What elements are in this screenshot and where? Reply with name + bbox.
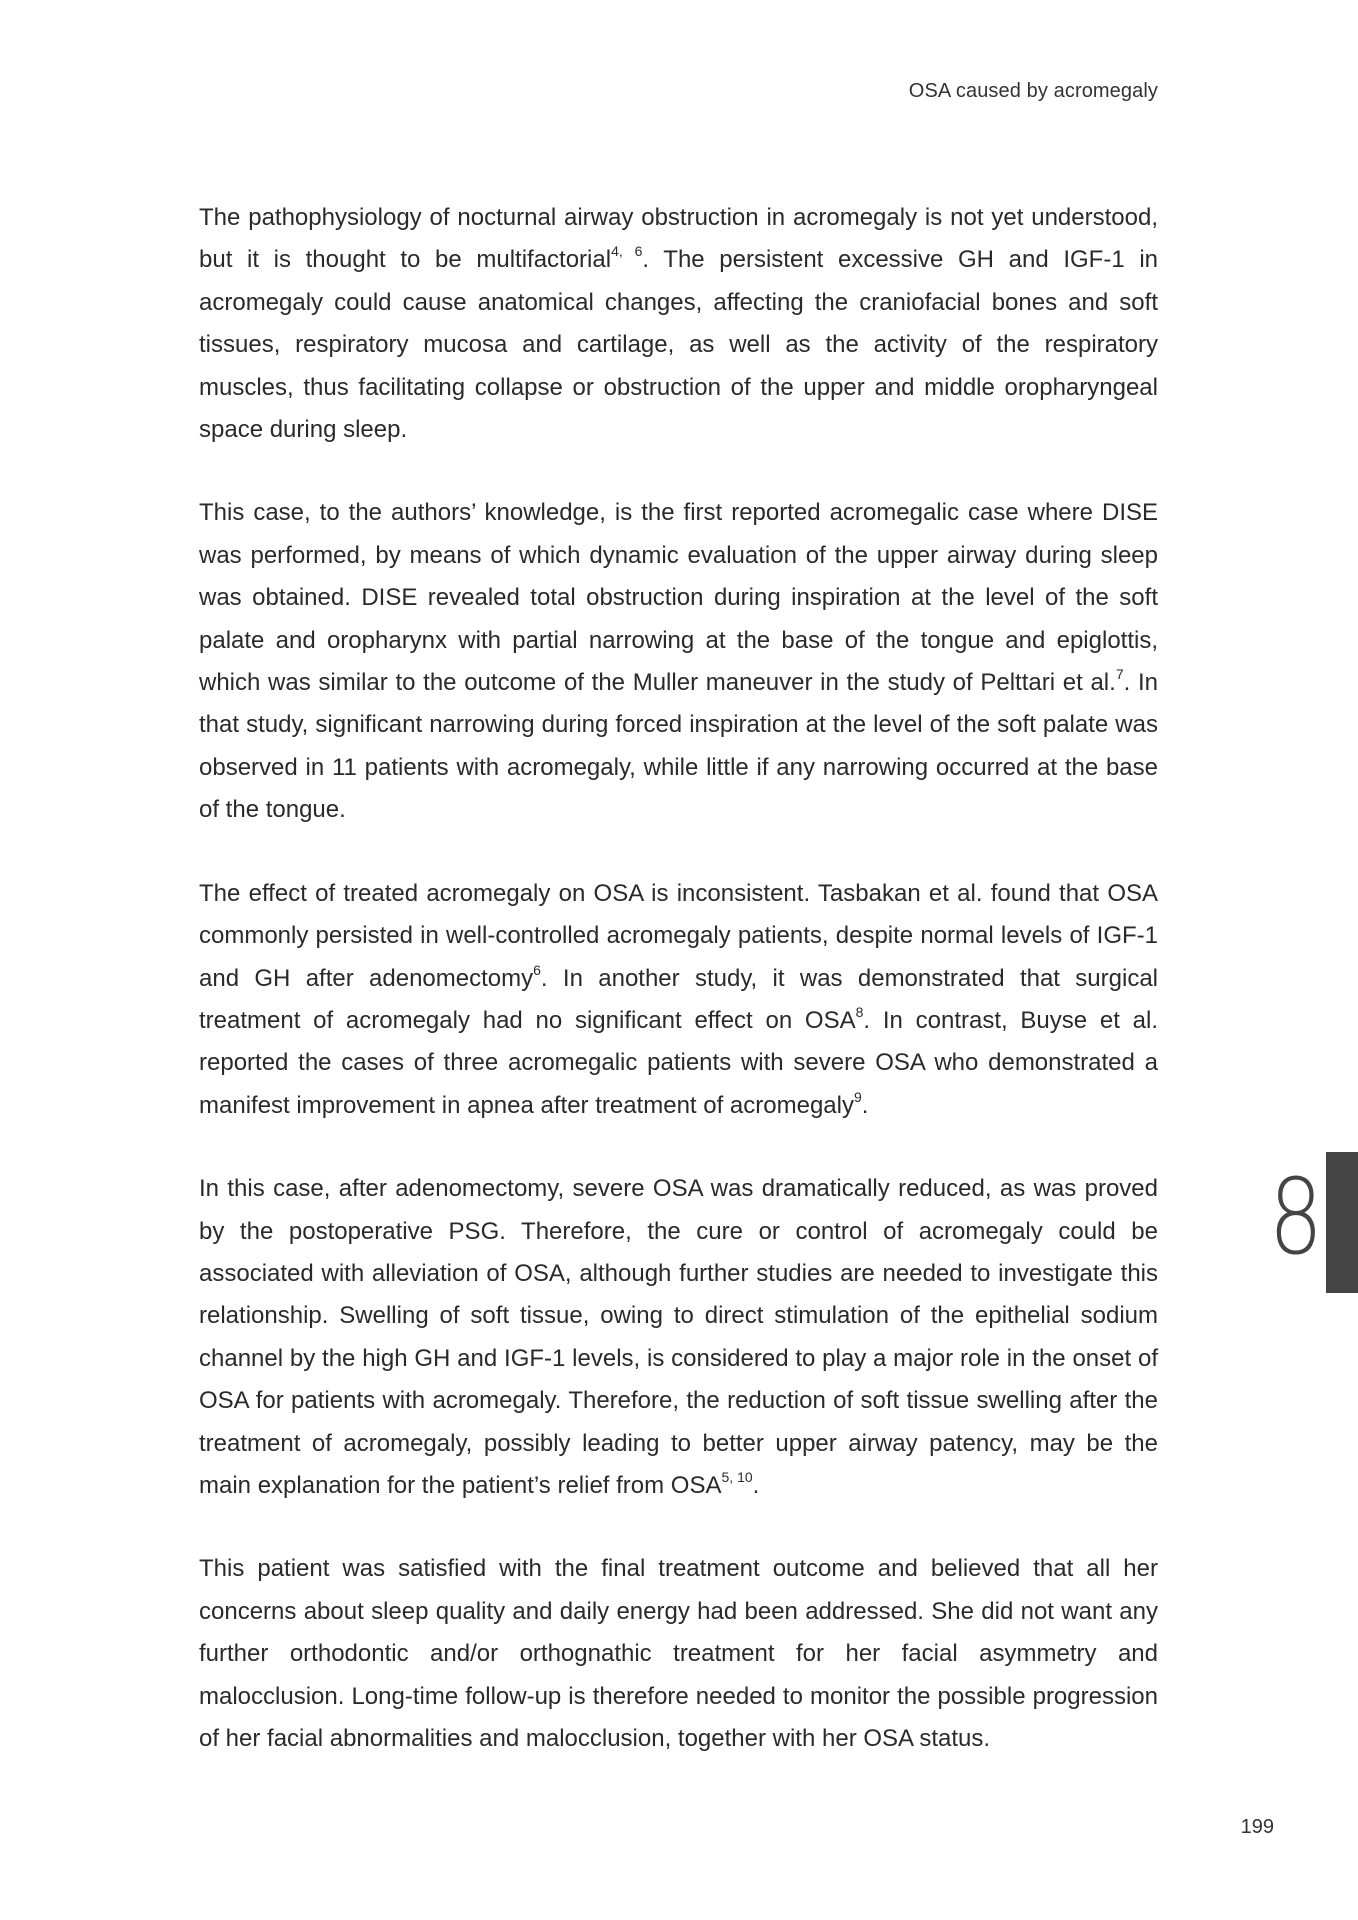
paragraph-treatment-effect [199, 873, 1158, 1127]
paragraph-patient-satisfaction [199, 1548, 1158, 1760]
citation-superscript: 8 [855, 1003, 864, 1020]
paragraph-text: . In that study, significant narrowing during forced inspiration at the level of the soft palate was observed in 11 patients with acromegaly, while little if any narrowing occurred at the base of the tongue. [199, 669, 1158, 824]
citation-superscript: 9 [853, 1088, 862, 1105]
page-number: 199 [1240, 1816, 1274, 1838]
paragraph-pathophysiology [199, 197, 1158, 451]
paragraph-text: In this case, after adenomectomy, severe OSA was dramatically reduced, as was proved by the postoperative PSG. Therefore, the cure or control of acromegaly could be associated with alleviation of OSA, although further studies are needed to investigate this relationship. Swelling of soft tissue, owing to direct stimulation of the epithelial sodium channel by the high GH and IGF-1 levels, is considered to play a major role in the onset of OSA for patients with acromegaly. Therefore, the reduction of soft tissue swelling after the treatment of acromegaly, possibly leading to better upper airway patency, may be the main explanation for the patient’s relief from OSA [199, 1175, 1158, 1499]
paragraph-text: The pathophysiology of nocturnal airway obstruction in acromegaly is not yet understood, but it is thought to be multifactorial [199, 204, 1158, 274]
paragraph-text: The effect of treated acromegaly on OSA is inconsistent. Tasbakan et al. found that OSA commonly persisted in well-controlled acromegaly patients, despite normal levels of IGF-1 and GH after adenomectomy [199, 879, 1158, 992]
paragraph-text: This patient was satisfied with the final treatment outcome and believed that all her concerns about sleep quality and daily energy had been addressed. She did not want any further orthodontic and/or orthognathic treatment for her facial asymmetry and malocclusion. Long-time follow-up is therefore needed to monitor the possible progression of her facial abnormalities and malocclusion, together with her OSA status. [199, 1555, 1158, 1752]
chapter-number: 8 [1268, 1156, 1324, 1278]
paragraph-text: . In contrast, Buyse et al. reported the cases of three acromegalic patients with severe OSA who demonstrated a manifest improvement in apnea after treatment of acromegaly [199, 1006, 1158, 1119]
article-body [199, 197, 1158, 1760]
paragraph-text: . [861, 1091, 869, 1119]
paragraph-dise-case [199, 492, 1158, 831]
chapter-tab-marker [1326, 1152, 1358, 1293]
citation-superscript: 5, 10 [721, 1468, 753, 1485]
paragraph-text: . In another study, it was demonstrated that surgical treatment of acromegaly had no significant effect on OSA [199, 964, 1159, 1034]
paragraph-case-outcome [199, 1168, 1158, 1507]
running-header: OSA caused by acromegaly [908, 80, 1158, 102]
paragraph-text: . [752, 1471, 760, 1499]
citation-superscript: 7 [1115, 666, 1124, 683]
paragraph-text: This case, to the authors’ knowledge, is the first reported acromegalic case where DISE was performed, by means of which dynamic evaluation of the upper airway during sleep was obtained. DISE revealed total obstruction during inspiration at the level of the soft palate and oropharynx with partial narrowing at the base of the tongue and epiglottis, which was similar to the outcome of the Muller maneuver in the study of Pelttari et al. [199, 499, 1158, 697]
paragraph-text: . The persistent excessive GH and IGF-1 in acromegaly could cause anatomical changes, affecting the craniofacial bones and soft tissues, respiratory mucosa and cartilage, as well as the activity of the respiratory muscles, thus facilitating collapse or obstruction of the upper and middle oropharyngeal space during sleep. [199, 246, 1158, 444]
citation-superscript: 6 [533, 961, 541, 978]
citation-superscript: 4, 6 [611, 243, 643, 260]
